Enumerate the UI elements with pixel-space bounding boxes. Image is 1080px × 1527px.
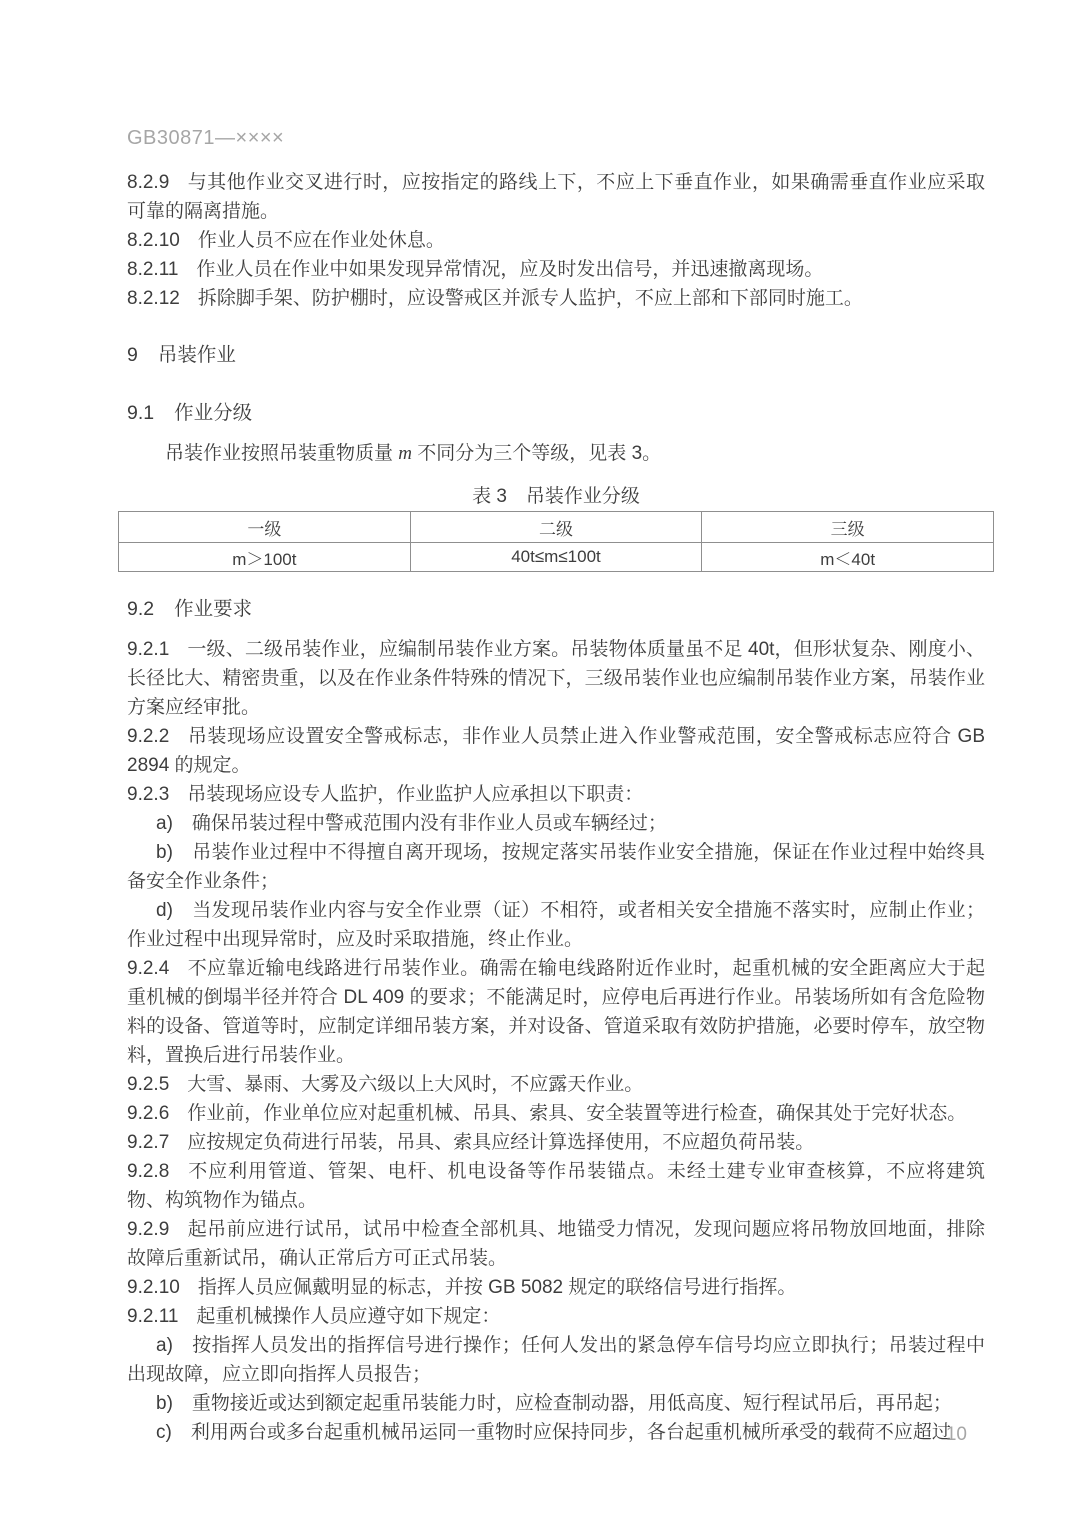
clause-text: 起吊前应进行试吊，试吊中检查全部机具、地锚受力情况，发现问题应将吊物放回地面，排除故障后重新试吊，确认正常后方可正式吊装。 <box>127 1219 985 1269</box>
clause-number: 9.2.11 <box>127 1306 179 1327</box>
list-item-9-2-11-a <box>127 1331 985 1389</box>
clause-text: 起重机械操作人员应遵守如下规定： <box>196 1306 501 1327</box>
clause-text: 大雪、暴雨、大雾及六级以上大风时，不应露天作业。 <box>187 1074 644 1095</box>
clause-number: 9.2.6 <box>127 1103 170 1124</box>
table-3-caption: 表 3 吊装作业分级 <box>472 486 640 507</box>
table-3-lifting-classification <box>118 511 994 572</box>
clause-8-2-10 <box>127 226 985 255</box>
clause-number: 9.2.9 <box>127 1219 170 1240</box>
table-header-row <box>119 512 994 543</box>
doc-number-header: GB30871—×××× <box>127 127 285 149</box>
clause-9-2-9 <box>127 1215 985 1273</box>
table-header-level-1: 一级 <box>119 512 411 543</box>
list-item-9-2-11-b <box>127 1389 985 1418</box>
section-number: 9.1 <box>127 402 155 424</box>
clause-text: 吊装现场应设专人监护，作业监护人应承担以下职责： <box>187 784 644 805</box>
list-item-text: 重物接近或达到额定起重吊装能力时，应检查制动器，用低高度、短行程试吊后，再吊起； <box>191 1393 952 1414</box>
clause-9-2-7 <box>127 1128 985 1157</box>
clause-text: 应按规定负荷进行吊装，吊具、索具应经计算选择使用，不应超负荷吊装。 <box>187 1132 815 1153</box>
clause-9-2-1 <box>127 635 985 722</box>
mass-variable: m <box>398 443 413 464</box>
list-marker: b) <box>156 1393 173 1414</box>
section-title: 作业分级 <box>174 402 253 424</box>
clause-9-2-4 <box>127 954 985 1070</box>
section-title: 吊装作业 <box>157 344 236 366</box>
clause-number: 9.2.2 <box>127 726 170 747</box>
list-marker: a) <box>156 813 173 834</box>
clause-number: 8.2.11 <box>127 259 179 280</box>
clause-9-2-2 <box>127 722 985 780</box>
clause-number: 8.2.10 <box>127 230 180 251</box>
table-header-level-2: 二级 <box>410 512 702 543</box>
list-item-text: 按指挥人员发出的指挥信号进行操作；任何人发出的紧急停车信号均应立即执行；吊装过程中出现故障，应立即向指挥人员报告； <box>127 1335 985 1385</box>
clause-9-2-11 <box>127 1302 985 1331</box>
clause-number: 9.2.8 <box>127 1161 170 1182</box>
clause-8-2-11 <box>127 255 985 284</box>
clause-text: 不应利用管道、管架、电杆、机电设备等作吊装锚点。未经土建专业审查核算，不应将建筑物、构筑物作为锚点。 <box>127 1161 985 1211</box>
section-title: 作业要求 <box>174 598 253 620</box>
intro-text: 吊装作业按照吊装重物质量 <box>165 443 399 464</box>
table-cell-level-1-mass: m＞100t <box>119 543 411 572</box>
clause-9-2-10 <box>127 1273 985 1302</box>
classification-intro-paragraph <box>127 439 985 468</box>
list-marker: a) <box>156 1335 173 1356</box>
list-item-9-2-3-a <box>127 809 985 838</box>
list-item-text: 确保吊装过程中警戒范围内没有非作业人员或车辆经过； <box>191 813 667 834</box>
clause-9-2-3 <box>127 780 985 809</box>
section-9-heading <box>127 341 985 370</box>
section-number: 9 <box>127 344 138 366</box>
intro-text: 不同分为三个等级，见表 3。 <box>412 443 662 464</box>
list-item-text: 利用两台或多台起重机械吊运同一重物时应保持同步，各台起重机械所承受的载荷不应超过 <box>190 1422 951 1443</box>
clause-number: 8.2.12 <box>127 288 180 309</box>
clause-text: 作业人员在作业中如果发现异常情况，应及时发出信号，并迅速撤离现场。 <box>196 259 824 280</box>
clause-8-2-12 <box>127 284 985 313</box>
list-marker: b) <box>156 842 173 863</box>
clause-number: 9.2.10 <box>127 1277 180 1298</box>
list-item-9-2-11-c <box>127 1418 985 1447</box>
clause-number: 9.2.7 <box>127 1132 170 1153</box>
clause-9-2-6 <box>127 1099 985 1128</box>
clause-number: 9.2.5 <box>127 1074 170 1095</box>
list-item-9-2-3-d <box>127 896 985 954</box>
clause-number: 9.2.3 <box>127 784 170 805</box>
table-row <box>119 543 994 572</box>
clause-9-2-5 <box>127 1070 985 1099</box>
clause-text: 指挥人员应佩戴明显的标志，并按 GB 5082 规定的联络信号进行指挥。 <box>197 1277 797 1298</box>
clause-text: 作业前，作业单位应对起重机械、吊具、索具、安全装置等进行检查，确保其处于完好状态。 <box>187 1103 967 1124</box>
clause-text: 吊装现场应设置安全警戒标志，非作业人员禁止进入作业警戒范围，安全警戒标志应符合 GB 2894 的规定。 <box>127 726 985 776</box>
clause-text: 与其他作业交叉进行时，应按指定的路线上下，不应上下垂直作业，如果确需垂直作业应采取可靠的隔离措施。 <box>127 172 985 222</box>
list-marker: d) <box>156 900 173 921</box>
clause-number: 9.2.4 <box>127 958 170 979</box>
clause-text: 一级、二级吊装作业，应编制吊装作业方案。吊装物体质量虽不足 40t，但形状复杂、刚度小、长径比大、精密贵重，以及在作业条件特殊的情况下，三级吊装作业也应编制吊装作业方案，吊装作业方案应经审批。 <box>127 639 985 718</box>
clause-8-2-9 <box>127 168 985 226</box>
page-number: 10 <box>945 1424 967 1445</box>
clause-text: 不应靠近输电线路进行吊装作业。确需在输电线路附近作业时，起重机械的安全距离应大于起重机械的倒塌半径并符合 DL 409 的要求；不能满足时，应停电后再进行作业。吊装场所如有含危险物料的设备、管道等时，应制定详细吊装方案，并对设备、管道采取有效防护措施，必要时停车，放空物料，置换后进行吊装作业。 <box>127 958 985 1066</box>
list-item-text: 当发现吊装作业内容与安全作业票（证）不相符，或者相关安全措施不落实时，应制止作业；作业过程中出现异常时，应及时采取措施，终止作业。 <box>127 900 985 950</box>
clause-9-2-8 <box>127 1157 985 1215</box>
table-cell-level-2-mass: 40t≤m≤100t <box>410 543 702 572</box>
table-cell-level-3-mass: m＜40t <box>702 543 994 572</box>
clause-number: 8.2.9 <box>127 172 170 193</box>
list-marker: c) <box>156 1422 172 1443</box>
clause-text: 拆除脚手架、防护棚时，应设警戒区并派专人监护，不应上部和下部同时施工。 <box>197 288 863 309</box>
section-number: 9.2 <box>127 598 155 620</box>
section-9-1-heading <box>127 399 985 428</box>
list-item-text: 吊装作业过程中不得擅自离开现场，按规定落实吊装作业安全措施，保证在作业过程中始终具备安全作业条件； <box>127 842 985 892</box>
clause-text: 作业人员不应在作业处休息。 <box>197 230 445 251</box>
section-9-2-heading <box>127 595 985 624</box>
list-item-9-2-3-b <box>127 838 985 896</box>
table-header-level-3: 三级 <box>702 512 994 543</box>
clause-number: 9.2.1 <box>127 639 170 660</box>
